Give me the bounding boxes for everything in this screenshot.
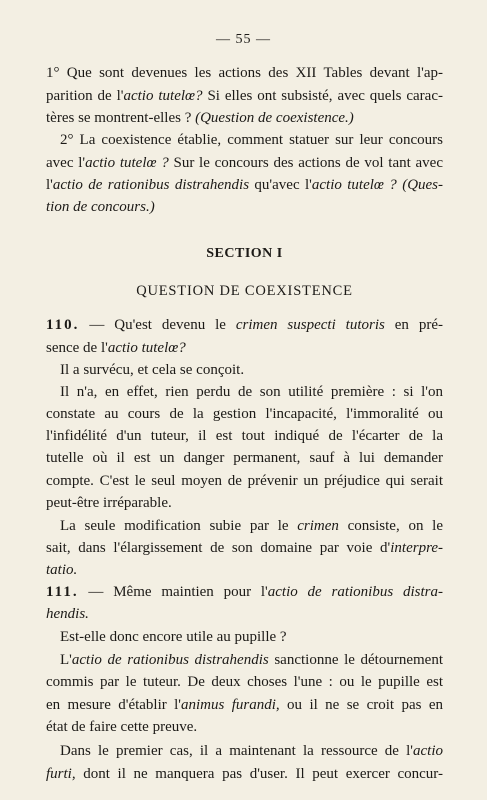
text-span: Dans le premier cas, il a maintenant la ressource de l' [60,743,413,759]
text-span: — Qu'est devenu le [79,317,236,333]
p110-line-11 [46,539,443,558]
p111-line-5: commis par le tuteur. De deux choses l'une : ou le pupille est [46,674,443,690]
section-title: SECTION I [206,246,283,261]
text-span: Sur le concours des actions de vol tant avec [168,155,443,171]
text-span: consiste, on le [338,518,443,534]
paragraph-number: 110. [46,317,80,333]
italic-term: furti, [46,766,76,782]
p110-line-9: peut-être irréparable. [46,495,172,511]
italic-term: tion de concours.) [46,199,155,215]
text-span: avec l' [46,155,86,171]
p110-line-8: compte. C'est le seul moyen de prévenir un préjudice qui serait [46,473,443,489]
p111-line-7: état de faire cette preuve. [46,719,198,735]
italic-term: animus furandi, [181,697,280,713]
text-span: Si elles ont subsisté, avec quels carac- [202,88,443,104]
italic-term: actio tutelœ ? (Ques- [311,177,444,193]
p110-line-4: Il n'a, en effet, rien perdu de son utilité première : si l'on [60,384,443,400]
paragraph-number: 111. [46,584,79,600]
p110-line-6: l'infidélité d'un tuteur, il est tout indiqué de l'écarter de la [46,428,443,444]
p110-line-12 [46,561,443,580]
text-span: en pré- [384,317,443,333]
text-span: ou il ne se croit pas en [279,697,443,713]
text-span: 1° Que sont devenues les actions des XII Tables devant l'ap- [46,65,443,81]
q2-line-2 [46,154,443,173]
italic-term: actio tutelœ? [107,340,186,356]
italic-term: hendis. [46,606,89,622]
italic-term: actio de rationibus distrahendis [52,177,250,193]
page-number: — 55 — [216,32,271,47]
italic-term: actio [413,743,443,759]
p111-line-2 [46,605,443,624]
text-span: parition de l' [46,88,124,104]
p110-line-1 [46,316,443,335]
text-span: 2° La coexistence établie, comment statuer sur leur concours [60,132,443,148]
text-span: qu'avec l' [249,177,312,193]
italic-term: interpre- [390,540,443,556]
text-span: sait, dans l'élargissement de son domaine par voie d' [46,540,391,556]
text-span: en mesure d'établir l' [46,697,182,713]
p111-line-4 [60,651,443,670]
p110-line-2 [46,339,443,358]
text-span: l' [46,177,53,193]
text-span: L' [60,652,72,668]
italic-term: actio tutelœ ? [85,155,169,171]
text-span: dont il ne manquera pas d'user. Il peut exercer concur- [75,766,443,782]
q1-line-3 [46,109,443,128]
p111-line-1 [46,583,443,602]
p110-line-7: tutelle où il est un danger permanent, sauf à lui demander [46,450,443,466]
p110-line-10 [60,517,443,536]
text-span: — Même maintien pour l' [78,584,268,600]
q2-line-4 [46,198,443,217]
q1-line-1 [46,64,443,83]
q2-line-3 [46,176,443,195]
italic-term: actio de rationibus distrahendis [71,652,269,668]
italic-term: (Question de coexistence.) [195,110,354,126]
q2-line-1 [60,131,443,150]
section-subtitle: QUESTION DE COEXISTENCE [136,283,353,299]
p111-line-3: Est-elle donc encore utile au pupille ? [60,629,287,645]
text-span: La seule modification subie par le [60,518,298,534]
p110-line-5: constate au cours de la gestion l'incapacité, l'immoralité ou [46,406,443,422]
text-span: sanctionne le détournement [268,652,443,668]
italic-term: actio tutelœ? [123,88,203,104]
p110-line-3: Il a survécu, et cela se conçoit. [60,362,245,378]
p111-line-8 [60,742,443,761]
q1-line-2 [46,87,443,106]
text-span: sence de l' [46,340,108,356]
p111-line-6 [46,696,443,715]
text-span: tères se montrent-elles ? [46,110,196,126]
italic-term: crimen [297,518,339,534]
italic-term: tatio. [46,562,78,578]
italic-term: crimen suspecti tutoris [235,317,385,333]
italic-term: actio de rationibus distra- [267,584,443,600]
p111-line-9 [46,765,443,784]
